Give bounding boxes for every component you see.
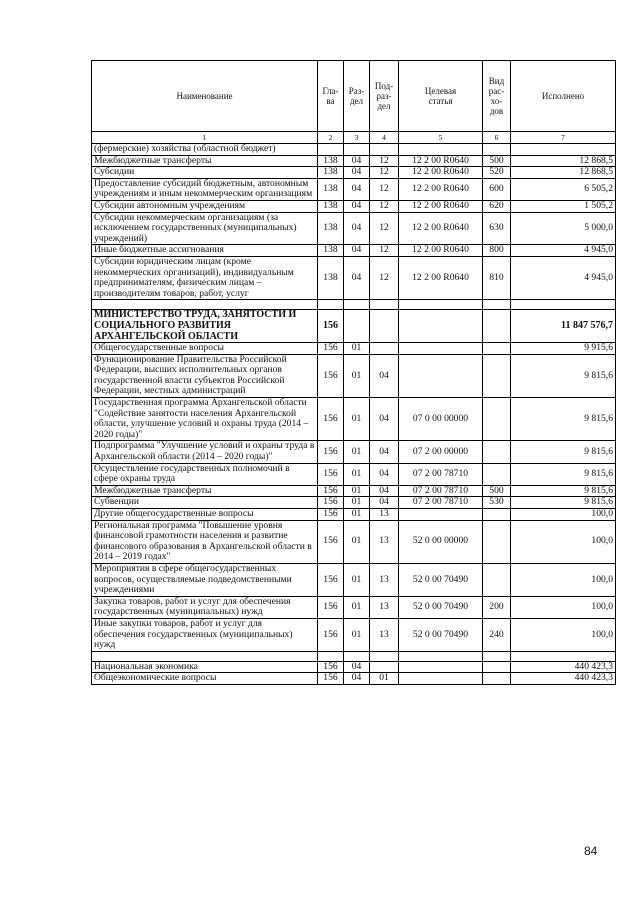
cell-target-article: 52 0 00 70490 bbox=[399, 563, 483, 596]
cell-executed-amount: 100,0 bbox=[511, 509, 616, 521]
column-number-row bbox=[92, 132, 616, 144]
header-vid: Вид рас- хо- дов bbox=[483, 61, 511, 132]
cell-target-article bbox=[399, 310, 483, 343]
cell-glava bbox=[318, 144, 344, 156]
cell-target-article bbox=[399, 651, 483, 661]
cell-name: Субсидии некоммерческим организациям (за исключением государственных (муниципальных) учреждений) bbox=[92, 212, 318, 245]
cell-podrazdel: 13 bbox=[370, 520, 399, 563]
cell-name: Осуществление государственных полномочий в сфере охраны труда bbox=[92, 463, 318, 485]
cell-expense-type: 500 bbox=[483, 155, 511, 167]
cell-glava: 156 bbox=[318, 398, 344, 441]
cell-target-article: 07 2 00 78710 bbox=[399, 485, 483, 497]
cell-executed-amount: 100,0 bbox=[511, 618, 616, 651]
cell-expense-type bbox=[483, 343, 511, 355]
cell-podrazdel: 12 bbox=[370, 200, 399, 212]
cell-glava: 156 bbox=[318, 310, 344, 343]
cell-executed-amount: 9 815,6 bbox=[511, 398, 616, 441]
cell-podrazdel: 13 bbox=[370, 618, 399, 651]
col-number: 4 bbox=[370, 132, 399, 144]
table-row bbox=[92, 509, 616, 521]
header-target: Целевая статья bbox=[399, 61, 483, 132]
cell-podrazdel: 12 bbox=[370, 155, 399, 167]
cell-target-article: 12 2 00 R0640 bbox=[399, 155, 483, 167]
cell-target-article: 07 2 00 78710 bbox=[399, 497, 483, 509]
cell-name: Иные закупки товаров, работ и услуг для обеспечения государственных (муниципальных) нужд bbox=[92, 618, 318, 651]
table-row bbox=[92, 155, 616, 167]
cell-executed-amount: 4 945,0 bbox=[511, 256, 616, 299]
cell-expense-type: 200 bbox=[483, 596, 511, 618]
cell-razdel: 01 bbox=[344, 497, 370, 509]
cell-glava: 156 bbox=[318, 497, 344, 509]
col-number: 7 bbox=[511, 132, 616, 144]
cell-target-article bbox=[399, 354, 483, 397]
cell-glava: 156 bbox=[318, 618, 344, 651]
cell-target-article: 52 0 00 00000 bbox=[399, 520, 483, 563]
cell-target-article bbox=[399, 661, 483, 673]
cell-name: Предоставление субсидий бюджетным, автономным учреждениям и иным некоммерческим организациям bbox=[92, 178, 318, 200]
table-row bbox=[92, 300, 616, 310]
cell-executed-amount: 9 815,6 bbox=[511, 463, 616, 485]
cell-executed-amount: 5 000,0 bbox=[511, 212, 616, 245]
table-row bbox=[92, 441, 616, 463]
cell-podrazdel: 13 bbox=[370, 509, 399, 521]
table-row bbox=[92, 310, 616, 343]
table-row bbox=[92, 497, 616, 509]
table-row bbox=[92, 463, 616, 485]
cell-target-article: 52 0 00 70490 bbox=[399, 618, 483, 651]
header-razdel: Раз- дел bbox=[344, 61, 370, 132]
cell-target-article: 12 2 00 R0640 bbox=[399, 256, 483, 299]
cell-razdel bbox=[344, 300, 370, 310]
cell-name: Иные бюджетные ассигнования bbox=[92, 245, 318, 257]
cell-name: Другие общегосударственные вопросы bbox=[92, 509, 318, 521]
cell-razdel: 01 bbox=[344, 618, 370, 651]
table-row bbox=[92, 651, 616, 661]
cell-expense-type bbox=[483, 661, 511, 673]
cell-glava: 156 bbox=[318, 354, 344, 397]
cell-executed-amount: 9 915,6 bbox=[511, 343, 616, 355]
cell-executed-amount: 440 423,3 bbox=[511, 673, 616, 685]
cell-target-article: 12 2 00 R0640 bbox=[399, 167, 483, 179]
cell-podrazdel bbox=[370, 651, 399, 661]
col-number: 2 bbox=[318, 132, 344, 144]
cell-name: Общеэкономические вопросы bbox=[92, 673, 318, 685]
cell-podrazdel: 04 bbox=[370, 485, 399, 497]
cell-executed-amount: 100,0 bbox=[511, 596, 616, 618]
cell-expense-type bbox=[483, 354, 511, 397]
table-row bbox=[92, 673, 616, 685]
table-row bbox=[92, 212, 616, 245]
cell-executed-amount: 9 815,6 bbox=[511, 441, 616, 463]
cell-podrazdel: 12 bbox=[370, 178, 399, 200]
cell-podrazdel: 12 bbox=[370, 256, 399, 299]
cell-glava: 138 bbox=[318, 200, 344, 212]
cell-podrazdel bbox=[370, 144, 399, 156]
cell-expense-type bbox=[483, 673, 511, 685]
cell-target-article: 07 2 00 78710 bbox=[399, 463, 483, 485]
cell-expense-type bbox=[483, 509, 511, 521]
table-row bbox=[92, 178, 616, 200]
cell-expense-type bbox=[483, 310, 511, 343]
cell-expense-type bbox=[483, 563, 511, 596]
cell-name: Субсидии юридическим лицам (кроме некоммерческих организаций), индивидуальным предпринимателям, физическим лицам – производителям товаров, работ, услуг bbox=[92, 256, 318, 299]
table-row bbox=[92, 200, 616, 212]
cell-name bbox=[92, 651, 318, 661]
cell-target-article: 07 2 00 00000 bbox=[399, 441, 483, 463]
table-row bbox=[92, 144, 616, 156]
cell-podrazdel bbox=[370, 661, 399, 673]
cell-podrazdel bbox=[370, 300, 399, 310]
cell-razdel: 01 bbox=[344, 441, 370, 463]
cell-razdel: 01 bbox=[344, 509, 370, 521]
cell-name: Национальная экономика bbox=[92, 661, 318, 673]
cell-razdel: 04 bbox=[344, 256, 370, 299]
cell-name: Государственная программа Архангельской области "Содействие занятости населения Архангельской области, улучшение условий и охраны труда (2014 – 2020 годы)" bbox=[92, 398, 318, 441]
cell-razdel: 04 bbox=[344, 155, 370, 167]
cell-executed-amount bbox=[511, 300, 616, 310]
cell-podrazdel: 04 bbox=[370, 497, 399, 509]
cell-podrazdel bbox=[370, 343, 399, 355]
cell-target-article bbox=[399, 673, 483, 685]
cell-podrazdel bbox=[370, 310, 399, 343]
cell-razdel bbox=[344, 144, 370, 156]
cell-razdel: 04 bbox=[344, 200, 370, 212]
cell-podrazdel: 12 bbox=[370, 245, 399, 257]
cell-target-article bbox=[399, 509, 483, 521]
cell-executed-amount: 9 815,6 bbox=[511, 497, 616, 509]
cell-glava: 156 bbox=[318, 563, 344, 596]
cell-razdel: 04 bbox=[344, 673, 370, 685]
cell-razdel: 01 bbox=[344, 485, 370, 497]
col-number: 3 bbox=[344, 132, 370, 144]
cell-glava bbox=[318, 300, 344, 310]
cell-glava: 156 bbox=[318, 596, 344, 618]
header-executed: Исполнено bbox=[511, 61, 616, 132]
cell-razdel: 01 bbox=[344, 343, 370, 355]
cell-podrazdel: 04 bbox=[370, 463, 399, 485]
cell-podrazdel: 13 bbox=[370, 596, 399, 618]
table-row bbox=[92, 343, 616, 355]
cell-razdel: 01 bbox=[344, 354, 370, 397]
table-row bbox=[92, 398, 616, 441]
cell-expense-type bbox=[483, 398, 511, 441]
cell-glava: 156 bbox=[318, 485, 344, 497]
cell-name: МИНИСТЕРСТВО ТРУДА, ЗАНЯТОСТИ И СОЦИАЛЬНОГО РАЗВИТИЯ АРХАНГЕЛЬСКОЙ ОБЛАСТИ bbox=[92, 310, 318, 343]
cell-expense-type: 800 bbox=[483, 245, 511, 257]
cell-razdel: 01 bbox=[344, 596, 370, 618]
cell-executed-amount: 100,0 bbox=[511, 563, 616, 596]
cell-executed-amount: 440 423,3 bbox=[511, 661, 616, 673]
cell-executed-amount bbox=[511, 651, 616, 661]
table-header-row bbox=[92, 61, 616, 132]
cell-razdel: 04 bbox=[344, 245, 370, 257]
cell-name: Мероприятия в сфере общегосударственных вопросов, осуществляемые подведомственными учреждениями bbox=[92, 563, 318, 596]
cell-target-article: 07 0 00 00000 bbox=[399, 398, 483, 441]
cell-podrazdel: 13 bbox=[370, 563, 399, 596]
cell-expense-type: 630 bbox=[483, 212, 511, 245]
cell-name: Субсидии автономным учреждениям bbox=[92, 200, 318, 212]
cell-glava: 156 bbox=[318, 520, 344, 563]
cell-razdel: 04 bbox=[344, 167, 370, 179]
col-number: 6 bbox=[483, 132, 511, 144]
cell-executed-amount bbox=[511, 144, 616, 156]
cell-razdel: 01 bbox=[344, 563, 370, 596]
cell-target-article: 12 2 00 R0640 bbox=[399, 212, 483, 245]
cell-executed-amount: 1 505,2 bbox=[511, 200, 616, 212]
cell-target-article bbox=[399, 300, 483, 310]
cell-podrazdel: 04 bbox=[370, 354, 399, 397]
cell-target-article bbox=[399, 144, 483, 156]
table-row bbox=[92, 596, 616, 618]
cell-executed-amount: 4 945,0 bbox=[511, 245, 616, 257]
cell-target-article: 52 0 00 70490 bbox=[399, 596, 483, 618]
cell-target-article: 12 2 00 R0640 bbox=[399, 178, 483, 200]
cell-glava: 138 bbox=[318, 245, 344, 257]
cell-glava: 156 bbox=[318, 441, 344, 463]
table-row bbox=[92, 354, 616, 397]
cell-expense-type: 620 bbox=[483, 200, 511, 212]
cell-name: Общегосударственные вопросы bbox=[92, 343, 318, 355]
cell-executed-amount: 9 815,6 bbox=[511, 354, 616, 397]
cell-razdel: 04 bbox=[344, 178, 370, 200]
table-row bbox=[92, 485, 616, 497]
budget-table bbox=[91, 60, 616, 685]
cell-name: Закупка товаров, работ и услуг для обеспечения государственных (муниципальных) нужд bbox=[92, 596, 318, 618]
cell-razdel bbox=[344, 651, 370, 661]
table-body bbox=[92, 132, 616, 685]
cell-name: Функционирование Правительства Российской Федерации, высших исполнительных органов государственной власти субъектов Российской Федерации, местных администраций bbox=[92, 354, 318, 397]
table-row bbox=[92, 563, 616, 596]
cell-glava: 138 bbox=[318, 256, 344, 299]
cell-expense-type: 520 bbox=[483, 167, 511, 179]
cell-name: Региональная программа "Повышение уровня финансовой грамотности населения и развитие финансового образования в Архангельской области в 2014 – 2019 годах" bbox=[92, 520, 318, 563]
cell-razdel: 01 bbox=[344, 398, 370, 441]
cell-expense-type bbox=[483, 300, 511, 310]
cell-glava: 138 bbox=[318, 212, 344, 245]
cell-expense-type: 600 bbox=[483, 178, 511, 200]
cell-glava: 156 bbox=[318, 673, 344, 685]
cell-executed-amount: 12 868,5 bbox=[511, 167, 616, 179]
cell-name: Подпрограмма "Улучшение условий и охраны труда в Архангельской области (2014 – 2020 годы)" bbox=[92, 441, 318, 463]
cell-executed-amount: 6 505,2 bbox=[511, 178, 616, 200]
cell-razdel: 04 bbox=[344, 661, 370, 673]
cell-expense-type bbox=[483, 441, 511, 463]
table-row bbox=[92, 245, 616, 257]
table-row bbox=[92, 661, 616, 673]
cell-glava: 156 bbox=[318, 509, 344, 521]
cell-name: Субсидии bbox=[92, 167, 318, 179]
cell-expense-type bbox=[483, 463, 511, 485]
cell-target-article: 12 2 00 R0640 bbox=[399, 245, 483, 257]
table-row bbox=[92, 618, 616, 651]
cell-glava: 156 bbox=[318, 661, 344, 673]
cell-target-article: 12 2 00 R0640 bbox=[399, 200, 483, 212]
cell-razdel: 01 bbox=[344, 463, 370, 485]
cell-expense-type bbox=[483, 144, 511, 156]
table-row bbox=[92, 167, 616, 179]
table-row bbox=[92, 256, 616, 299]
col-number: 1 bbox=[92, 132, 318, 144]
cell-glava: 138 bbox=[318, 178, 344, 200]
cell-name: Межбюджетные трансферты bbox=[92, 155, 318, 167]
cell-executed-amount: 11 847 576,7 bbox=[511, 310, 616, 343]
cell-expense-type bbox=[483, 520, 511, 563]
cell-expense-type: 810 bbox=[483, 256, 511, 299]
cell-podrazdel: 01 bbox=[370, 673, 399, 685]
cell-glava: 138 bbox=[318, 155, 344, 167]
cell-expense-type: 530 bbox=[483, 497, 511, 509]
cell-target-article bbox=[399, 343, 483, 355]
cell-executed-amount: 12 868,5 bbox=[511, 155, 616, 167]
cell-razdel: 04 bbox=[344, 212, 370, 245]
cell-podrazdel: 04 bbox=[370, 441, 399, 463]
cell-razdel bbox=[344, 310, 370, 343]
cell-glava: 156 bbox=[318, 343, 344, 355]
cell-expense-type: 240 bbox=[483, 618, 511, 651]
header-glava: Гла- ва bbox=[318, 61, 344, 132]
table-row bbox=[92, 520, 616, 563]
col-number: 5 bbox=[399, 132, 483, 144]
cell-podrazdel: 12 bbox=[370, 167, 399, 179]
cell-name: Субвенции bbox=[92, 497, 318, 509]
header-name: Наименование bbox=[92, 61, 318, 132]
cell-executed-amount: 100,0 bbox=[511, 520, 616, 563]
page-number: 84 bbox=[584, 844, 598, 858]
cell-glava: 138 bbox=[318, 167, 344, 179]
cell-executed-amount: 9 815,6 bbox=[511, 485, 616, 497]
cell-name: Межбюджетные трансферты bbox=[92, 485, 318, 497]
cell-expense-type bbox=[483, 651, 511, 661]
cell-expense-type: 500 bbox=[483, 485, 511, 497]
cell-podrazdel: 12 bbox=[370, 212, 399, 245]
cell-glava: 156 bbox=[318, 463, 344, 485]
cell-razdel: 01 bbox=[344, 520, 370, 563]
header-podrazdel: Под- раз- дел bbox=[370, 61, 399, 132]
cell-podrazdel: 04 bbox=[370, 398, 399, 441]
cell-name bbox=[92, 300, 318, 310]
cell-name: (фермерские) хозяйства (областной бюджет) bbox=[92, 144, 318, 156]
cell-glava bbox=[318, 651, 344, 661]
